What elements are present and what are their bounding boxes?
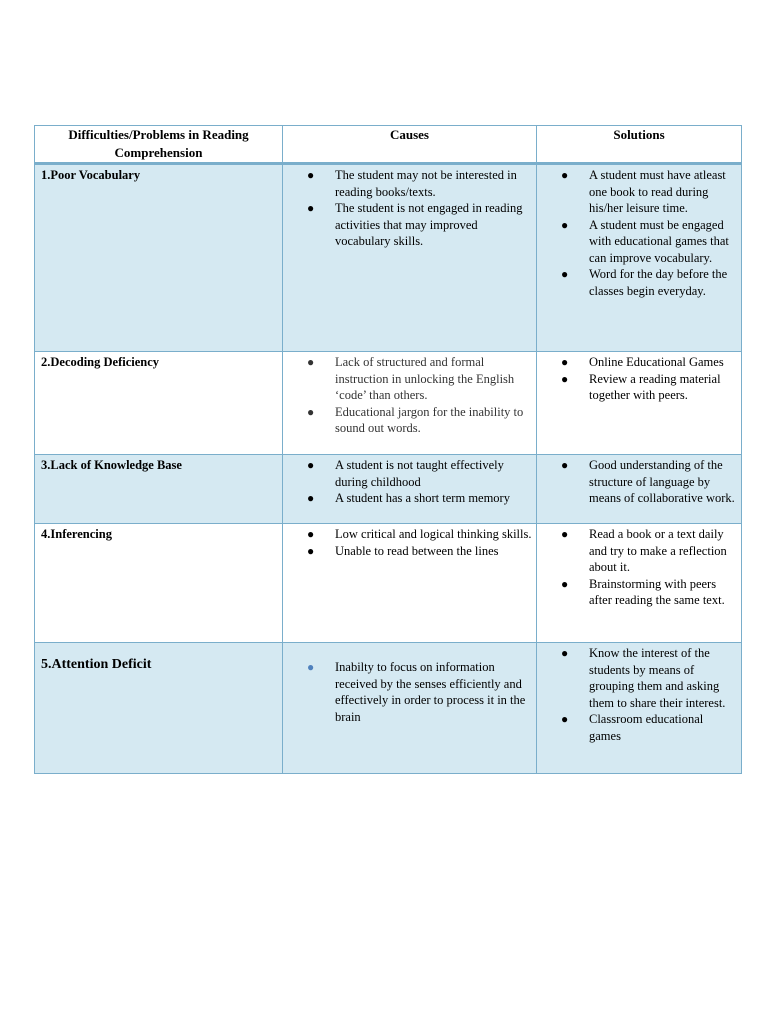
table-row (35, 643, 742, 774)
solutions-list (537, 643, 741, 744)
list-item (561, 371, 737, 404)
table-row (35, 524, 742, 643)
solutions-list (537, 524, 741, 609)
solution-text: Classroom educational games (589, 712, 704, 743)
bullet-dot-icon: ● (307, 458, 315, 472)
cause-text: The student is not engaged in reading activities that may improved vocabulary skills. (335, 201, 523, 248)
bullet-dot-icon: ● (561, 217, 569, 232)
list-item (307, 354, 532, 404)
solution-text: Review a reading material together with peers. (589, 371, 721, 402)
bullet-dot-icon: ● (561, 576, 569, 591)
solutions-list (537, 352, 741, 404)
bullet-dot-icon: ● (307, 527, 315, 541)
bullet-dot-icon: ● (561, 355, 569, 369)
cause-text: Unable to read between the lines (335, 543, 499, 558)
bullet-dot-icon: ● (561, 712, 569, 726)
cause-text: A student has a short term memory (335, 491, 510, 505)
header-causes: Causes (283, 126, 537, 164)
solution-text: Brainstorming with peers after reading the same text. (589, 576, 725, 607)
causes-cell (283, 455, 537, 524)
header-solutions: Solutions (537, 126, 742, 164)
solutions-cell (537, 524, 742, 643)
list-item (307, 543, 532, 560)
list-item (561, 526, 737, 576)
list-item (307, 659, 532, 725)
solution-text: A student must be engaged with educational games that can improve vocabulary. (589, 217, 729, 265)
causes-list (283, 455, 536, 507)
solutions-cell (537, 352, 742, 455)
list-item (307, 167, 532, 200)
solution-text: Online Educational Games (589, 355, 724, 369)
bullet-dot-icon: ● (561, 646, 569, 660)
solutions-list (537, 455, 741, 507)
bullet-dot-icon: ● (561, 527, 569, 541)
solutions-cell (537, 643, 742, 774)
list-item (561, 217, 737, 267)
cause-text: Inabilty to focus on information received by the senses efficiently and effectively in order to process it in the brain (335, 660, 526, 724)
list-item (307, 457, 532, 490)
list-item (307, 526, 532, 543)
list-item (561, 576, 737, 609)
bullet-dot-icon: ● (307, 660, 315, 674)
cause-text: Educational jargon for the inability to sound out words. (335, 404, 524, 435)
bullet-dot-icon: ● (561, 371, 569, 386)
bullet-dot-icon: ● (307, 168, 315, 182)
causes-cell (283, 352, 537, 455)
solution-text: Word for the day before the classes begin everyday. (589, 267, 728, 298)
bullet-dot-icon: ● (561, 168, 569, 182)
cause-text: The student may not be interested in reading books/texts. (335, 168, 517, 199)
bullet-dot-icon: ● (307, 404, 315, 419)
list-item (561, 457, 737, 507)
cause-text: Low critical and logical thinking skills. (335, 527, 532, 541)
difficulty-cell: 1.Poor Vocabulary (35, 164, 283, 352)
causes-list (283, 657, 536, 725)
causes-list (283, 524, 536, 559)
list-item (561, 266, 737, 299)
bullet-dot-icon: ● (561, 267, 569, 281)
table-header-row (35, 126, 742, 164)
list-item (561, 711, 737, 744)
difficulty-cell: 3.Lack of Knowledge Base (35, 455, 283, 524)
cause-text: Lack of structured and formal instruction in unlocking the English ‘code’ than others. (335, 355, 515, 402)
solution-text: Good understanding of the structure of language by means of collaborative work. (589, 458, 735, 505)
solution-text: Know the interest of the students by means of grouping them and asking them to share their interest. (589, 646, 726, 710)
table-row (35, 164, 742, 352)
solution-text: A student must have atleast one book to read during his/her leisure time. (589, 168, 726, 215)
causes-cell (283, 164, 537, 352)
bullet-dot-icon: ● (307, 355, 315, 369)
bullet-dot-icon: ● (307, 201, 315, 215)
difficulty-cell: 4.Inferencing (35, 524, 283, 643)
header-difficulties: Difficulties/Problems in Reading Comprehension (35, 126, 283, 164)
solution-text: Read a book or a text daily and try to make a reflection about it. (589, 527, 727, 574)
list-item (307, 490, 532, 507)
list-item (561, 354, 737, 371)
list-item (307, 404, 532, 437)
solutions-list (537, 165, 741, 299)
list-item (561, 645, 737, 711)
causes-cell (283, 524, 537, 643)
causes-list (283, 352, 536, 437)
table-row (35, 455, 742, 524)
bullet-dot-icon: ● (307, 491, 315, 505)
cause-text: A student is not taught effectively during childhood (335, 458, 504, 489)
bullet-dot-icon: ● (561, 458, 569, 472)
table-row (35, 352, 742, 455)
reading-comprehension-table (34, 125, 742, 774)
causes-list (283, 165, 536, 250)
difficulty-cell: 5.Attention Deficit (35, 643, 283, 774)
causes-cell (283, 643, 537, 774)
difficulty-cell: 2.Decoding Deficiency (35, 352, 283, 455)
list-item (561, 167, 737, 217)
solutions-cell (537, 455, 742, 524)
list-item (307, 200, 532, 250)
solutions-cell (537, 164, 742, 352)
bullet-dot-icon: ● (307, 543, 315, 558)
